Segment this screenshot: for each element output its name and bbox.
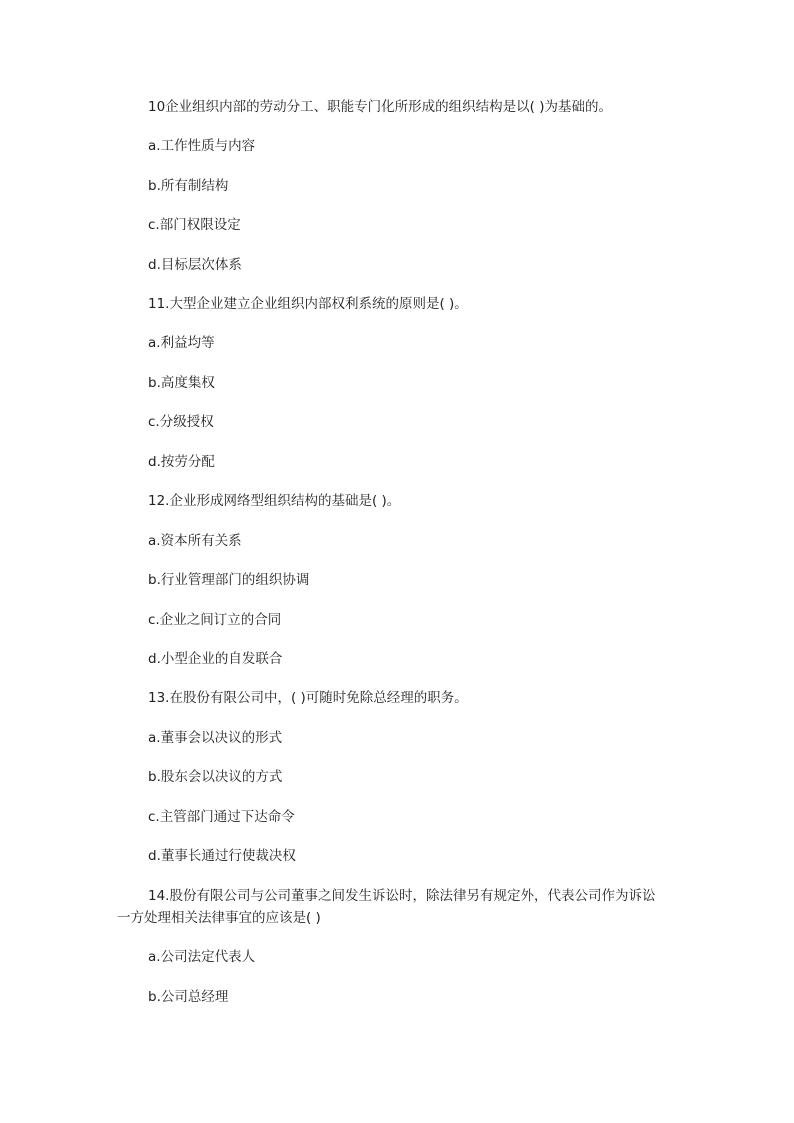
question-12-option-d: d.小型企业的自发联合 (148, 651, 283, 667)
question-13-stem: 13.在股份有限公司中，( )可随时免除总经理的职务。 (148, 690, 468, 706)
question-11-option-c: c.分级授权 (148, 414, 214, 430)
question-12-option-c: c.企业之间订立的合同 (148, 612, 282, 628)
question-12-stem: 12.企业形成网络型组织结构的基础是( )。 (148, 493, 401, 509)
question-11-option-a: a.利益均等 (148, 335, 215, 351)
question-10-option-c: c.部门权限设定 (148, 217, 241, 233)
question-13-option-c: c.主管部门通过下达命令 (148, 809, 295, 825)
question-10-option-b: b.所有制结构 (148, 178, 229, 194)
question-10-option-d: d.目标层次体系 (148, 257, 242, 273)
question-10-option-a: a.工作性质与内容 (148, 138, 256, 154)
question-13-option-a: a.董事会以决议的形式 (148, 730, 283, 746)
question-11-option-b: b.高度集权 (148, 375, 215, 391)
question-14-option-b: b.公司总经理 (148, 989, 229, 1005)
question-13-option-b: b.股东会以决议的方式 (148, 769, 283, 785)
question-11-stem: 11.大型企业建立企业组织内部权利系统的原则是( )。 (148, 296, 468, 312)
question-13-option-d: d.董事长通过行使裁决权 (148, 848, 296, 864)
question-12-option-a: a.资本所有关系 (148, 533, 242, 549)
question-11-option-d: d.按劳分配 (148, 454, 215, 470)
question-14-stem-line-1: 14.股份有限公司与公司董事之间发生诉讼时，除法律另有规定外，代表公司作为诉讼 (148, 888, 656, 904)
question-14-stem-line-2: 一方处理相关法律事宜的应该是( ) (117, 910, 321, 926)
question-14-option-a: a.公司法定代表人 (148, 949, 256, 965)
question-12-option-b: b.行业管理部门的组织协调 (148, 572, 310, 588)
question-10-stem: 10企业组织内部的劳动分工、职能专门化所形成的组织结构是以( )为基础的。 (148, 99, 613, 115)
